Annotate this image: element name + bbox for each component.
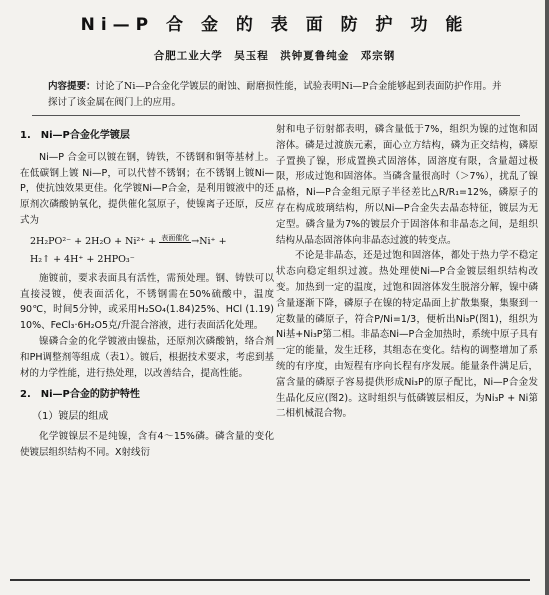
paragraph: 化学镀镍层不是纯镍，含有4～15%磷。磷含量的变化使镀层组织结构不同。X射线衍 — [20, 430, 274, 458]
equation-arrow-label: 表面催化 — [161, 233, 190, 242]
paragraph: 施镀前，要求表面具有活性，需预处理。钢、铸铁可以直接浸镀，使表面活化，不锈钢需在50%硫酸中，温度90℃，时间5分钟，或采用H₂SO₄(1.84)25%、HCl (1.19) 10%、FeCl₃·6H₂O5克/升混合溶液，进行表面活化处理。 — [20, 272, 274, 332]
subsection-heading: （1）镀层的组成 — [32, 411, 109, 423]
abstract — [48, 79, 506, 111]
abstract-divider — [32, 115, 520, 116]
reaction-equation — [20, 233, 274, 269]
author-line: 合肥工业大学 吴玉程 洪钟夏鲁纯金 邓宗钢 — [153, 50, 396, 62]
section-heading-1: 1. Ni—P合金化学镀层 — [20, 130, 130, 141]
paragraph: 射和电子衍射都表明，磷含量低于7%，组织为镍的过饱和固溶体。磷是过渡族元素，面心立方结构，磷为正交结构，磷原子置换了镍，形成置换式固溶体，固溶度有限，含量超过极限，形成过饱和固溶体。当磷含量很高时（＞7%），扰乱了镍晶格，Ni—P合金组元原子半径差比△R/R₁=12%，磷原子的存在构成玻璃结构，所以Ni—P合金失去晶态特征，镀层为无定型。磷含量为7%的镀层介于固溶体和非晶态之间，是组织结构从晶态固溶体向非晶态过渡的转变点。 — [276, 124, 538, 246]
abstract-label: 内容提要： — [48, 81, 96, 92]
paragraph: 不论是非晶态，还是过饱和固溶体，都处于热力学不稳定状态向稳定组织过渡。热处理使Ni—P合金镀层组织结构改变。加热到一定的温度，过饱和固溶体发生脱溶分解，镍中磷含量逐渐下降，磷原子在镍的特定晶面上扩散集聚，集聚到一定数量的磷原子，符合P/Ni=1/3，便析出Ni₃P(图1)，组织为Ni基+Ni₃P第二相。非晶态Ni—P合金加热时，系统中原子具有一定的能量，发生迁移，其组态在变化。结构的调整增加了系统的有序度，由短程有序向长程有序发展。能量条件满足后，富含量的磷原子容易提供形成Ni₃P的原子配比，Ni—P合金发生晶化反应(图2)。这时组织与低磷镀层相反，为Ni₃P + Ni第二相机械混合物。 — [276, 250, 538, 420]
article-title: Ni—P 合 金 的 表 面 防 护 功 能 — [80, 15, 469, 35]
paragraph: Ni—P 合金可以镀在钢，铸铁，不锈钢和铜等基材上。在低碳钢上镀 Ni—P，可以代替不锈钢；在不锈钢上镀Ni—P，使抗蚀效果更佳。化学镀Ni—P合金，是利用镀液中的还原剂次磷酸钠氧化，提供催化氢原子，使镍离子还原，反应式为 — [20, 151, 274, 226]
equation-products: H₂↑ + 4H⁺ + 2HPO₃⁻ — [30, 253, 135, 265]
abstract-text: 讨论了Ni—P合金化学镀层的耐蚀、耐磨损性能，试验表明Ni—P合金能够起到表面防护作用。并探讨了该金属在阀门上的应用。 — [48, 81, 502, 108]
section-heading-2: 2. Ni—P合金的防护特性 — [20, 389, 140, 401]
page-bottom-rule — [10, 579, 530, 581]
right-column — [276, 122, 538, 422]
left-column — [20, 122, 274, 461]
equation-right: →Ni⁺ + — [191, 235, 227, 247]
equation-left: 2H₂PO²⁻ + 2H₂O + Ni²⁺ + — [30, 235, 157, 247]
paragraph: 镍磷合金的化学镀液由镍盐，还原剂次磷酸钠，络合剂和PH调整剂等组成（表1）。镀后，根据技术要求，考虑到基材的力学性能，进行热处理，以改善结合，提高性能。 — [20, 335, 274, 379]
scan-edge — [545, 0, 549, 595]
